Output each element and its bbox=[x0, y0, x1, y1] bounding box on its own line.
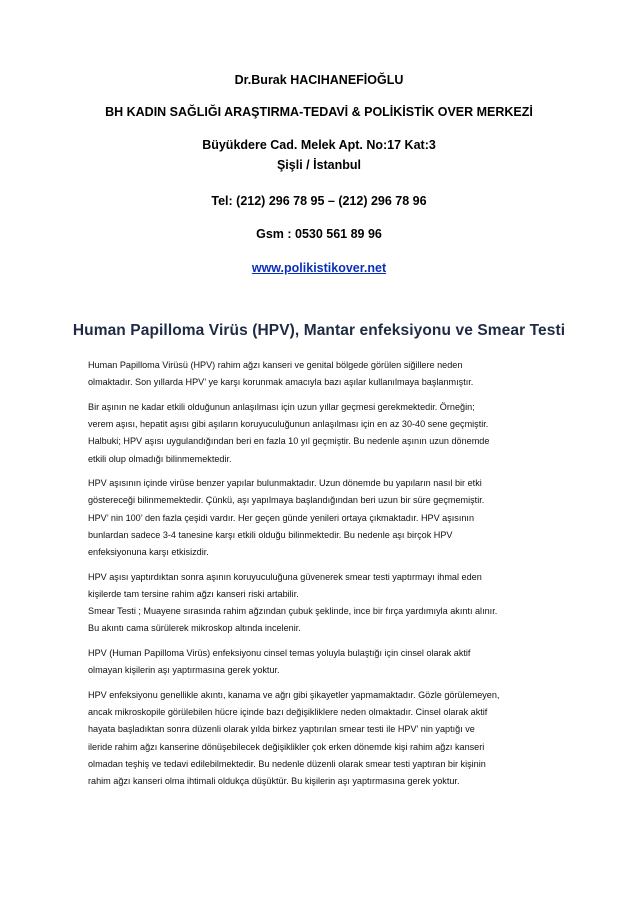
center-name: BH KADIN SAĞLIĞI ARAŞTIRMA-TEDAVİ & POLİKİSTİK OVER MERKEZİ bbox=[105, 105, 533, 119]
text-line: olmayan kişilerin aşı yaptırmasına gerek yoktur. bbox=[88, 665, 280, 676]
paragraph bbox=[88, 687, 564, 790]
header-block bbox=[0, 72, 638, 88]
document-title: Human Papilloma Virüs (HPV), Mantar enfeksiyonu ve Smear Testi bbox=[72, 322, 566, 339]
text-line: rahim ağzı kanseri olma ihtimali oldukça düşüktür. Bu kişilerin aşı yaptırmasına gerek yoktur. bbox=[88, 775, 460, 786]
paragraph bbox=[88, 357, 564, 391]
address-line-1: Büyükdere Cad. Melek Apt. No:17 Kat:3 bbox=[202, 138, 436, 152]
gsm-row bbox=[0, 226, 638, 242]
address-line-2: Şişli / İstanbul bbox=[276, 158, 362, 172]
paragraph bbox=[88, 475, 564, 561]
text-line: hayata başladıktan sonra düzenli olarak yılda birkez yaptırılan smear testi ile HPV’ nin yaptığı ve bbox=[88, 724, 475, 735]
website-link[interactable]: www.polikistikover.net bbox=[251, 261, 387, 275]
text-line: ileride rahim ağzı kanserine dönüşebilecek değişiklikler çok erken dönemde kişi rahim ağzı kanseri bbox=[88, 741, 485, 752]
text-line: kişilerde tam tersine rahim ağzı kanseri riski artabilir. bbox=[88, 588, 299, 599]
paragraph bbox=[88, 569, 564, 638]
phone-numbers: Tel: (212) 296 78 95 – (212) 296 78 96 bbox=[211, 194, 427, 208]
text-line: Bu akıntı cama sürülerek mikroskop altında incelenir. bbox=[88, 623, 301, 634]
text-line: Human Papilloma Virüsü (HPV) rahim ağzı kanseri ve genital bölgede görülen siğillere neden bbox=[88, 360, 463, 370]
text-line: göstereceği bilinmemektedir. Çünkü, aşı yapılmaya başlandığından beri uzun bir süre geçmemiştir. bbox=[88, 495, 485, 506]
text-line: Smear Testi ; Muayene sırasında rahim ağzından çubuk şeklinde, ince bir fırça yardımıyla akıntı alınır. bbox=[88, 606, 498, 617]
phone-row bbox=[0, 193, 638, 209]
text-line: ancak mikroskopile görülebilen hücre içinde bazı değişikliklere neden olmaktadır. Cinsel olarak aktif bbox=[88, 707, 488, 718]
center-row bbox=[0, 104, 638, 120]
address-row bbox=[0, 137, 638, 173]
doctor-name: Dr.Burak HACIHANEFİOĞLU bbox=[234, 73, 404, 87]
text-line: enfeksiyonuna karşı etkisizdir. bbox=[88, 547, 209, 558]
paragraph bbox=[88, 645, 564, 679]
text-line: HPV enfeksiyonu genellikle akıntı, kanama ve ağrı gibi şikayetler yapmamaktadır. Gözle görülemeyen, bbox=[88, 689, 500, 700]
text-line: HPV aşısı yaptırdıktan sonra aşının koruyuculuğuna güvenerek smear testi yaptırmayı ihmal eden bbox=[88, 571, 482, 582]
paragraph bbox=[88, 399, 564, 468]
text-line: Halbuki; HPV aşısı uygulandığından beri en fazla 10 yıl geçmiştir. Bu nedenle aşının uzun dönemde bbox=[88, 436, 490, 447]
text-line: bunlardan sadece 3-4 tanesine karşı etkili olduğu bilinmektedir. Bu nedenle aşı birçok HPV bbox=[88, 529, 453, 540]
text-line: verem aşısı, hepatit aşısı gibi aşıların koruyuculuğunun anlaşılması için en az 30-40 sene geçmiştir. bbox=[88, 419, 489, 430]
text-line: Bir aşının ne kadar etkili olduğunun anlaşılması için uzun yıllar geçmesi gerekmektedir. Örneğin; bbox=[88, 401, 475, 412]
text-line: HPV aşısının içinde virüse benzer yapılar bulunmaktadır. Uzun dönemde bu yapıların nasıl bir etki bbox=[88, 478, 482, 489]
text-line: etkili olup olmadığı bilinmemektedir. bbox=[88, 453, 232, 464]
text-line: olmadan teşhiş ve tedavi edilebilmektedir. Bu nedenle düzenli olarak smear testi yaptıran bir kişinin bbox=[88, 758, 486, 769]
gsm-number: Gsm : 0530 561 89 96 bbox=[256, 227, 382, 241]
text-line: HPV (Human Papilloma Virüs) enfeksiyonu cinsel temas yoluyla bulaştığı için cinsel olarak aktif bbox=[88, 648, 471, 659]
website-row bbox=[0, 259, 638, 277]
text-line: HPV’ nin 100’ den fazla çeşidi vardır. Her geçen günde yenileri ortaya çıkmaktadır. HPV aşısının bbox=[88, 512, 475, 523]
text-line: olmaktadır. Son yıllarda HPV’ ye karşı korunmak amacıyla bazı aşılar kullanılmaya başlanmıştır. bbox=[88, 377, 474, 388]
body-text bbox=[88, 357, 564, 798]
